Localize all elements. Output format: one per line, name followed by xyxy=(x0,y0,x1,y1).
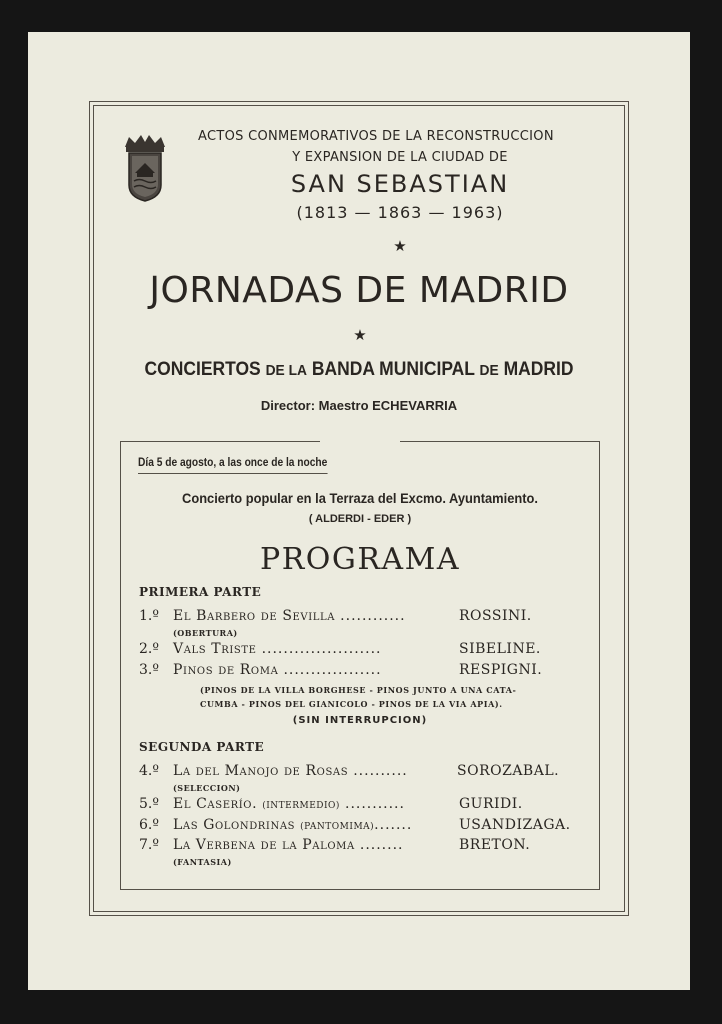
subtitle-part: DE xyxy=(479,362,499,379)
item-composer: BRETON. xyxy=(459,837,531,853)
item-number: 1.º xyxy=(139,608,159,624)
item-number: 3.º xyxy=(139,662,159,678)
item-note: (SELECCION) xyxy=(173,783,241,793)
box-divider-left xyxy=(120,441,320,442)
item-number: 4.º xyxy=(139,763,159,779)
subtitle-part: BANDA MUNICIPAL xyxy=(311,359,475,380)
item-number: 2.º xyxy=(139,641,159,657)
item-note: (OBERTURA) xyxy=(173,628,238,638)
item-composer: RESPIGNI. xyxy=(459,662,543,678)
item-composer: SOROZABAL. xyxy=(457,763,560,779)
director-line: Director: Maestro ECHEVARRIA xyxy=(260,398,458,413)
item-details: (PINOS DE LA VILLA BORGHESE - PINOS JUNTO A UNA CATA- xyxy=(200,685,517,695)
item-work: Vals Triste ...................... xyxy=(173,641,382,657)
years-line: (1813 — 1863 — 1963) xyxy=(296,203,504,222)
subtitle xyxy=(114,359,603,381)
item-details: CUMBA - PINOS DEL GIANICOLO - PINOS DE LA VIA APIA). xyxy=(200,699,503,709)
primera-parte-heading: PRIMERA PARTE xyxy=(139,585,262,599)
subtitle-part: DE LA xyxy=(265,362,307,379)
item-note: (FANTASIA) xyxy=(173,857,232,867)
item-work: La Verbena de la Paloma ........ xyxy=(173,837,404,853)
item-composer: SIBELINE. xyxy=(459,641,541,657)
page-title: JORNADAS DE MADRID xyxy=(149,270,569,311)
header-line-1: ACTOS CONMEMORATIVOS DE LA RECONSTRUCCION xyxy=(198,129,554,144)
subtitle-part: MADRID xyxy=(503,359,574,380)
item-work: El Barbero de Sevilla ............ xyxy=(173,608,406,624)
star-icon: ★ xyxy=(393,237,407,255)
item-work: El Caserío. (INTERMEDIO) ........... xyxy=(173,796,405,812)
item-number: 5.º xyxy=(139,796,159,812)
item-composer: USANDIZAGA. xyxy=(459,817,571,833)
item-work: La del Manojo de Rosas .......... xyxy=(173,763,408,779)
city-name: SAN SEBASTIAN xyxy=(290,170,510,198)
item-work: Las Golondrinas (PANTOMIMA)....... xyxy=(173,817,413,833)
header-line-2: Y EXPANSION DE LA CIUDAD DE xyxy=(292,150,508,165)
item-number: 7.º xyxy=(139,837,159,853)
subtitle-part: CONCIERTOS xyxy=(144,359,261,380)
sin-interrupcion: (SIN INTERRUPCION) xyxy=(292,715,428,726)
item-composer: GURIDI. xyxy=(459,796,523,812)
concert-description: Concierto popular en la Terraza del Excmo. Ayuntamiento. xyxy=(182,490,538,506)
coat-of-arms-icon xyxy=(121,133,169,203)
star-icon: ★ xyxy=(353,326,367,344)
programa-heading: PROGRAMA xyxy=(260,542,460,577)
segunda-parte-heading: SEGUNDA PARTE xyxy=(139,740,265,754)
item-work: Pinos de Roma .................. xyxy=(173,662,382,678)
item-number: 6.º xyxy=(139,817,159,833)
box-divider-right xyxy=(400,441,600,442)
concert-venue: ( ALDERDI - EDER ) xyxy=(308,513,412,525)
item-composer: ROSSINI. xyxy=(459,608,532,624)
concert-date: Día 5 de agosto, a las once de la noche xyxy=(138,455,327,474)
